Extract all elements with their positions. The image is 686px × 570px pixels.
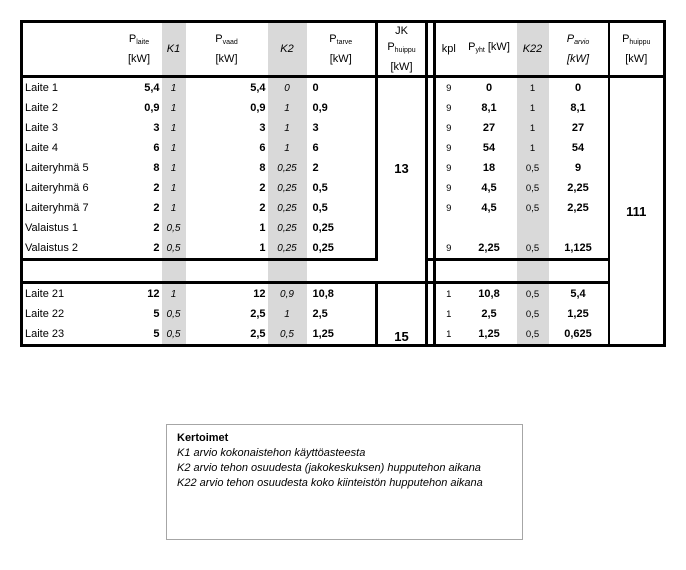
gap-cell <box>427 158 435 178</box>
table-row <box>22 304 665 324</box>
cell-p-arvio <box>549 218 609 238</box>
row-name: Valaistus 1 <box>25 222 78 234</box>
gap-cell <box>427 218 435 238</box>
cell-p-tarve: 0,25 <box>312 222 334 234</box>
separator-cell <box>22 260 117 283</box>
table-row <box>22 218 665 238</box>
cell-k1: 0,5 <box>162 304 186 324</box>
cell-p-tarve: 0,5 <box>312 202 328 214</box>
separator-cell <box>117 260 162 283</box>
separator-cell <box>427 260 435 283</box>
cell-p-tarve: 0,25 <box>307 238 377 260</box>
row-name: Laiteryhmä 6 <box>25 182 89 194</box>
cell-k2: 0 <box>268 77 307 99</box>
cell-p-yht: 54 <box>482 142 496 154</box>
legend-title: Kertoimet <box>177 432 229 444</box>
cell-p-vaad: 2,5 <box>250 328 266 340</box>
gap-cell <box>427 324 435 346</box>
separator-cell <box>517 260 549 283</box>
separator-cell <box>549 260 609 283</box>
cell-p-yht: 27 <box>482 122 496 134</box>
legend-line: K2 arvio tehon osuudesta (jakokeskuksen) hupputehon aikana <box>177 462 481 474</box>
cell-p-tarve: 0 <box>312 82 319 94</box>
legend-line: K22 arvio tehon osuudesta koko kiinteistön hupputehon aikana <box>177 477 483 489</box>
table-row <box>22 158 665 178</box>
table-row <box>22 118 665 138</box>
cell-p-yht: 18 <box>482 162 496 174</box>
cell-k1: 1 <box>162 198 186 218</box>
cell-k1: 1 <box>162 283 186 305</box>
row-name: Laite 22 <box>25 308 65 320</box>
cell-p-laite: 8 <box>153 162 160 174</box>
cell-p-arvio: 2,25 <box>567 202 589 214</box>
cell-k1: 1 <box>162 77 186 99</box>
table-row <box>22 98 665 118</box>
header-gap <box>427 22 435 77</box>
cell-p-vaad: 2,5 <box>250 308 266 320</box>
cell-k1: 1 <box>162 158 186 178</box>
cell-kpl <box>435 218 462 238</box>
header-p-yht: $P_{yht}$ [kW] <box>462 22 517 77</box>
cell-kpl: 9 <box>446 182 452 194</box>
gap-cell <box>427 304 435 324</box>
table-row <box>22 283 665 305</box>
cell-k1: 1 <box>162 118 186 138</box>
cell-k2: 0,5 <box>268 324 307 346</box>
cell-k22: 0,5 <box>517 178 549 198</box>
power-table <box>20 20 666 347</box>
cell-p-vaad: 8 <box>259 162 266 174</box>
cell-p-laite: 2 <box>153 222 160 234</box>
gap-cell <box>427 198 435 218</box>
cell-kpl: 9 <box>446 82 452 94</box>
cell-p-vaad: 0,9 <box>250 102 266 114</box>
group-separator <box>22 260 665 283</box>
cell-kpl: 9 <box>446 162 452 174</box>
cell-p-laite: 12 <box>147 288 160 300</box>
header-p-vaad: $P_{vaad}$ [kW] <box>186 22 268 77</box>
header-k1: K1 <box>162 22 186 77</box>
cell-p-tarve: 1,25 <box>312 328 334 340</box>
cell-kpl: 1 <box>446 308 452 320</box>
cell-kpl: 9 <box>446 102 452 114</box>
cell-p-tarve: 6 <box>312 142 319 154</box>
table-row <box>22 238 665 260</box>
separator-cell <box>268 260 307 283</box>
cell-k22: 0,5 <box>517 238 549 260</box>
gap-cell <box>427 77 435 99</box>
cell-p-yht: 4,5 <box>481 182 497 194</box>
cell-kpl: 9 <box>446 202 452 214</box>
cell-p-arvio: 27 <box>571 122 585 134</box>
cell-p-yht: 8,1 <box>481 102 497 114</box>
cell-p-arvio: 2,25 <box>567 182 589 194</box>
cell-p-vaad: 12 <box>253 288 266 300</box>
table-row <box>22 77 665 99</box>
separator-cell <box>307 260 377 283</box>
cell-k1: 0,5 <box>162 238 186 260</box>
cell-k1: 1 <box>162 178 186 198</box>
cell-k1: 1 <box>162 138 186 158</box>
cell-p-tarve: 2,5 <box>312 308 328 320</box>
cell-p-arvio: 8,1 <box>570 102 586 114</box>
separator-cell <box>462 260 517 283</box>
cell-p-tarve: 2 <box>312 162 319 174</box>
legend-line: K1 arvio kokonaistehon käyttöasteesta <box>177 447 366 459</box>
total-peak-value: 111 <box>609 77 665 346</box>
cell-p-yht <box>462 218 517 238</box>
cell-k2: 0,25 <box>268 238 307 260</box>
gap-cell <box>427 238 435 260</box>
cell-kpl: 9 <box>446 122 452 134</box>
row-name: Laiteryhmä 5 <box>25 162 89 174</box>
cell-p-tarve: 10,8 <box>312 288 334 300</box>
table-row <box>22 178 665 198</box>
cell-k2: 0,25 <box>268 218 307 238</box>
cell-p-arvio: 1,125 <box>549 238 609 260</box>
cell-p-arvio: 0,625 <box>564 328 592 340</box>
cell-p-arvio: 1,25 <box>567 308 589 320</box>
separator-cell <box>162 260 186 283</box>
cell-p-laite: 6 <box>153 142 160 154</box>
cell-k2: 1 <box>268 98 307 118</box>
cell-k22: 1 <box>517 98 549 118</box>
cell-p-arvio: 0 <box>574 82 582 94</box>
gap-cell <box>427 178 435 198</box>
cell-k1: 1 <box>162 98 186 118</box>
cell-p-laite: 2 <box>117 238 162 260</box>
header-name <box>22 22 117 77</box>
header-jk: JK $P_{huippu}$ [kW] <box>377 22 427 77</box>
cell-p-laite: 2 <box>153 202 160 214</box>
cell-p-yht: 2,5 <box>481 308 497 320</box>
header-k22: K22 <box>517 22 549 77</box>
cell-k2: 0,25 <box>268 178 307 198</box>
jk-peak-value-1: 13 <box>377 77 427 260</box>
cell-k22: 0,5 <box>517 158 549 178</box>
jk-peak-value-2: 15 <box>377 283 427 346</box>
row-name: Laiteryhmä 7 <box>25 202 89 214</box>
cell-k2: 1 <box>268 304 307 324</box>
cell-k22 <box>517 218 549 238</box>
row-name: Laite 2 <box>25 102 59 114</box>
separator-cell <box>377 260 427 283</box>
cell-k22: 1 <box>517 118 549 138</box>
gap-cell <box>427 118 435 138</box>
cell-p-yht: 4,5 <box>481 202 497 214</box>
cell-p-vaad: 1 <box>259 222 266 234</box>
table-row <box>22 198 665 218</box>
cell-k1: 0,5 <box>162 218 186 238</box>
gap-cell <box>427 283 435 305</box>
table-row <box>22 138 665 158</box>
header-p-tarve: $P_{tarve}$ [kW] <box>307 22 377 77</box>
separator-cell <box>186 260 268 283</box>
cell-k22: 0,5 <box>517 198 549 218</box>
cell-p-vaad: 6 <box>259 142 266 154</box>
header-k2: K2 <box>268 22 307 77</box>
cell-p-arvio: 5,4 <box>570 288 586 300</box>
cell-p-vaad: 5,4 <box>250 82 266 94</box>
row-name: Laite 4 <box>25 142 59 154</box>
cell-p-yht: 2,25 <box>462 238 517 260</box>
cell-p-laite: 5 <box>153 328 160 340</box>
cell-p-yht: 1,25 <box>478 328 500 340</box>
cell-kpl: 1 <box>446 288 452 300</box>
header-kpl: kpl <box>435 22 462 77</box>
cell-k2: 0,25 <box>268 198 307 218</box>
header-p-huippu: $P_{huippu}$ [kW] <box>609 22 665 77</box>
cell-p-laite: 5,4 <box>144 82 160 94</box>
cell-k2: 1 <box>268 138 307 158</box>
cell-k22: 1 <box>517 138 549 158</box>
row-name: Laite 21 <box>25 288 65 300</box>
header-row <box>22 22 665 77</box>
cell-kpl: 9 <box>446 142 452 154</box>
cell-k1: 0,5 <box>162 324 186 346</box>
row-name: Laite 1 <box>25 82 59 94</box>
cell-p-yht: 0 <box>485 82 493 94</box>
cell-p-laite: 2 <box>153 182 160 194</box>
power-table-container <box>20 20 663 347</box>
cell-k2: 0,9 <box>268 283 307 305</box>
table-row <box>22 324 665 346</box>
cell-p-vaad: 2 <box>259 182 266 194</box>
cell-p-tarve: 0,9 <box>312 102 328 114</box>
header-p-laite: $P_{laite}$ [kW] <box>117 22 162 77</box>
cell-p-vaad: 1 <box>186 238 268 260</box>
cell-p-arvio: 9 <box>574 162 582 174</box>
row-name: Laite 3 <box>25 122 59 134</box>
gap-cell <box>427 98 435 118</box>
cell-p-vaad: 2 <box>259 202 266 214</box>
legend-box <box>166 424 523 540</box>
cell-kpl: 9 <box>435 238 462 260</box>
cell-p-laite: 5 <box>153 308 160 320</box>
cell-p-tarve: 0,5 <box>312 182 328 194</box>
cell-k22: 0,5 <box>517 324 549 346</box>
separator-cell <box>435 260 462 283</box>
cell-p-arvio: 54 <box>571 142 585 154</box>
cell-p-yht: 10,8 <box>478 288 500 300</box>
cell-p-tarve: 3 <box>312 122 319 134</box>
cell-k2: 1 <box>268 118 307 138</box>
cell-k22: 1 <box>517 77 549 99</box>
row-name: Valaistus 2 <box>22 238 117 260</box>
cell-k22: 0,5 <box>517 283 549 305</box>
cell-p-vaad: 3 <box>259 122 266 134</box>
cell-p-laite: 3 <box>153 122 160 134</box>
cell-kpl: 1 <box>446 328 452 340</box>
cell-k2: 0,25 <box>268 158 307 178</box>
gap-cell <box>427 138 435 158</box>
cell-k22: 0,5 <box>517 304 549 324</box>
cell-p-laite: 0,9 <box>144 102 160 114</box>
header-p-arvio: $P_{arvio}$ [kW] <box>549 22 609 77</box>
row-name: Laite 23 <box>25 328 65 340</box>
